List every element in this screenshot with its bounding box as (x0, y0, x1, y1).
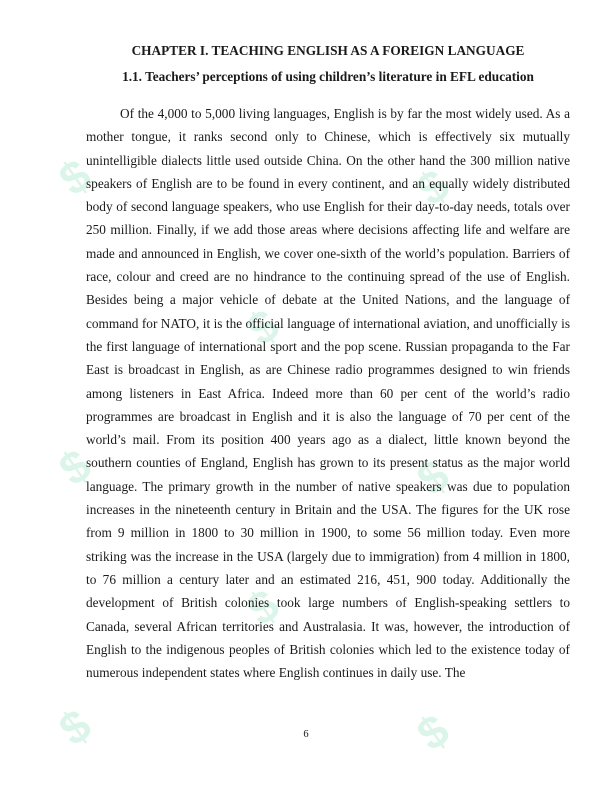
watermark-glyph: $ (49, 698, 101, 756)
page-number: 6 (303, 729, 309, 740)
watermark-glyph: $ (407, 158, 459, 216)
page-content (86, 42, 570, 684)
chapter-title: CHAPTER I. TEACHING ENGLISH AS A FOREIGN LANGUAGE (131, 43, 525, 58)
section-title: 1.1. Teachers’ perceptions of using children’s literature in EFL education (122, 69, 534, 84)
body-paragraph: Of the 4,000 to 5,000 living languages, English is by far the most widely used. As a mother tongue, it ranks second only to Chinese, which is effectively six mutually unintelligible dialects little used outside China. On the other hand the 300 million native speakers of English are to be found in every continent, and an equally widely distributed body of second language speakers, who use English for their day-to-day needs, totals over 250 million. Finally, if we add those areas where decisions affecting life and welfare are made and announced in English, we cover one-sixth of the world’s population. Barriers of race, colour and creed are no hindrance to the continuing spread of the use of English. Besides being a major vehicle of debate at the United Nations, and the language of command for NATO, it is the official language of international aviation, and unofficially is the first language of international sport and the pop scene. Russian propaganda to the Far East is broadcast in English, as are Chinese radio programmes designed to win friends among listeners in East Africa. Indeed more than 60 per cent of the world’s radio programmes are broadcast in English and it is also the language of 70 per cent of the world’s mail. From its position 400 years ago as a dialect, little known beyond the southern counties of England, English has grown to its present status as the major world language. The primary growth in the number of native speakers was due to population increases in the nineteenth century in Britain and the USA. The figures for the UK rose from 9 million in 1800 to 30 million in 1900, to some 56 million today. Even more striking was the increase in the USA (largely due to immigration) from 4 million in 1800, to 76 million a century later and an estimated 216, 451, 900 today. Additionally the development of British colonies took large numbers of English-speaking settlers to Canada, several African territories and Australasia. It was, however, the introduction of English to the indigenous peoples of British colonies which led to the existence today of numerous independent states where English continues in daily use. The (86, 106, 570, 681)
watermark-glyph: $ (237, 578, 289, 636)
watermark-glyph: $ (49, 148, 101, 206)
watermark-glyph: $ (407, 448, 459, 506)
watermark-glyph: $ (49, 438, 101, 496)
watermark-glyph: $ (407, 703, 459, 761)
watermark-glyph: $ (237, 298, 289, 356)
